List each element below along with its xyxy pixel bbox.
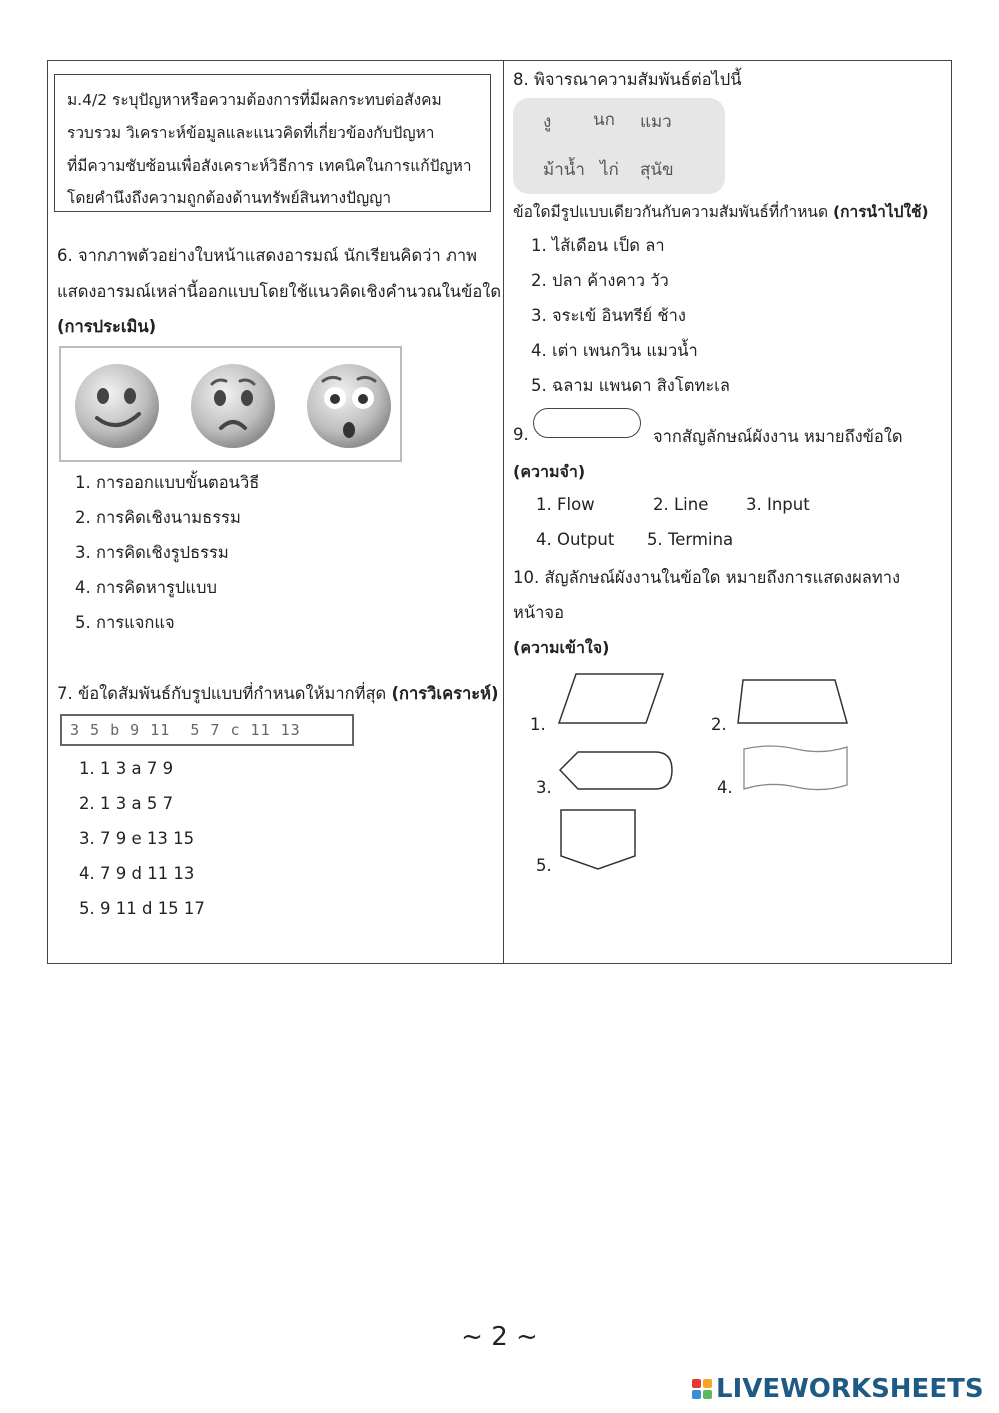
q6-option[interactable]: 2. การคิดเชิงนามธรรม <box>75 508 241 527</box>
q9-option[interactable]: 4. Output <box>536 530 615 549</box>
q7-sequence-box <box>60 714 354 746</box>
q10-option-label[interactable]: 4. <box>717 778 733 797</box>
standard-line: รวบรวม วิเคราะห์ข้อมูลและแนวคิดที่เกี่ยวข้องกับปัญหา <box>67 124 435 142</box>
punched-tape-symbol-icon[interactable] <box>743 743 849 793</box>
q6-option[interactable]: 1. การออกแบบขั้นตอนวิธี <box>75 473 260 492</box>
standard-line: ม.4/2 ระบุปัญหาหรือความต้องการที่มีผลกระทบต่อสังคม <box>67 91 442 109</box>
q6-option[interactable]: 4. การคิดหารูปแบบ <box>75 578 217 597</box>
q9-option[interactable]: 3. Input <box>746 495 810 514</box>
standard-line: ที่มีความซับซ้อนเพื่อสังเคราะห์วิธีการ เทคนิคในการแก้ปัญหา <box>67 157 472 175</box>
q10-option-label[interactable]: 3. <box>536 778 552 797</box>
learning-standard-box <box>54 74 491 212</box>
q7-option[interactable]: 1. 1 3 a 7 9 <box>79 759 174 778</box>
animal-label: ไก่ <box>600 160 619 180</box>
terminal-symbol-icon <box>533 408 641 438</box>
parallelogram-symbol-icon[interactable] <box>558 673 666 725</box>
brand-name: LIVEWORKSHEETS <box>716 1374 984 1404</box>
sad-face-icon <box>191 364 275 448</box>
manual-operation-symbol-icon[interactable] <box>737 679 849 725</box>
q6-text-line1: 6. จากภาพตัวอย่างใบหน้าแสดงอารมณ์ นักเรียนคิดว่า ภาพ <box>57 246 477 265</box>
q7-option[interactable]: 5. 9 11 d 15 17 <box>79 899 205 918</box>
q9-tag: (ความจำ) <box>513 462 586 481</box>
q8-option[interactable]: 4. เต่า เพนกวิน แมวน้ำ <box>531 341 698 360</box>
animal-label: งู <box>543 112 552 132</box>
display-symbol-icon[interactable] <box>559 751 674 791</box>
animal-label: สุนัข <box>640 160 674 180</box>
q9-text: จากสัญลักษณ์ผังงาน หมายถึงข้อใด <box>653 427 903 446</box>
emoji-image-box <box>59 346 402 462</box>
liveworksheets-logo-icon <box>692 1379 712 1399</box>
brand-logo[interactable] <box>692 1374 984 1404</box>
q6-tag: (การประเมิน) <box>57 317 157 336</box>
q8-tag: (การนำไปใช้) <box>833 203 929 221</box>
animal-label: แมว <box>640 112 672 132</box>
q9-option[interactable]: 2. Line <box>653 495 709 514</box>
q10-tag: (ความเข้าใจ) <box>513 638 610 657</box>
q10-option-label[interactable]: 5. <box>536 856 552 875</box>
q7-option[interactable]: 2. 1 3 a 5 7 <box>79 794 174 813</box>
q6-option[interactable]: 5. การแจกแจ <box>75 613 175 632</box>
q8-question: ข้อใดมีรูปแบบเดียวกันกับความสัมพันธ์ที่กำหนด <box>513 203 829 221</box>
q8-option[interactable]: 2. ปลา ค้างคาว วัว <box>531 271 669 290</box>
q7-option[interactable]: 3. 7 9 e 13 15 <box>79 829 195 848</box>
q8-text: 8. พิจารณาความสัมพันธ์ต่อไปนี้ <box>513 70 742 89</box>
q10-option-label[interactable]: 2. <box>711 715 727 734</box>
q8-option[interactable]: 1. ไส้เดือน เป็ด ลา <box>531 236 665 255</box>
animal-label: นก <box>593 110 615 130</box>
q10-text-line1: 10. สัญลักษณ์ผังงานในข้อใด หมายถึงการแสดงผลทาง <box>513 568 901 587</box>
q7-tag: (การวิเคราะห์) <box>391 684 499 703</box>
standard-line: โดยคำนึงถึงความถูกต้องด้านทรัพย์สินทางปัญญา <box>67 189 392 207</box>
off-page-connector-symbol-icon[interactable] <box>560 809 638 871</box>
animal-relation-box <box>513 98 725 194</box>
page-number: ~ 2 ~ <box>461 1322 538 1352</box>
surprised-face-icon <box>307 364 391 448</box>
q6-text-line2: แสดงอารมณ์เหล่านี้ออกแบบโดยใช้แนวคิดเชิงคำนวณในข้อใด <box>57 282 502 301</box>
q9-option[interactable]: 1. Flow <box>536 495 595 514</box>
q6-option[interactable]: 3. การคิดเชิงรูปธรรม <box>75 543 229 562</box>
q7-option[interactable]: 4. 7 9 d 11 13 <box>79 864 195 883</box>
q9-option[interactable]: 5. Termina <box>647 530 734 549</box>
column-divider <box>503 60 504 964</box>
q7-text: 7. ข้อใดสัมพันธ์กับรูปแบบที่กำหนดให้มากที่สุด <box>57 684 387 703</box>
q8-option[interactable]: 5. ฉลาม แพนดา สิงโตทะเล <box>531 376 730 395</box>
animal-label: ม้าน้ำ <box>543 160 585 180</box>
q9-number: 9. <box>513 425 529 444</box>
happy-face-icon <box>75 364 159 448</box>
q7-sequence: 3 5 b 9 11 5 7 c 11 13 <box>70 721 301 739</box>
emotion-faces-image <box>61 348 404 464</box>
q10-option-label[interactable]: 1. <box>530 715 546 734</box>
q10-text-line2: หน้าจอ <box>513 603 564 622</box>
q8-option[interactable]: 3. จระเข้ อินทรีย์ ช้าง <box>531 306 686 325</box>
